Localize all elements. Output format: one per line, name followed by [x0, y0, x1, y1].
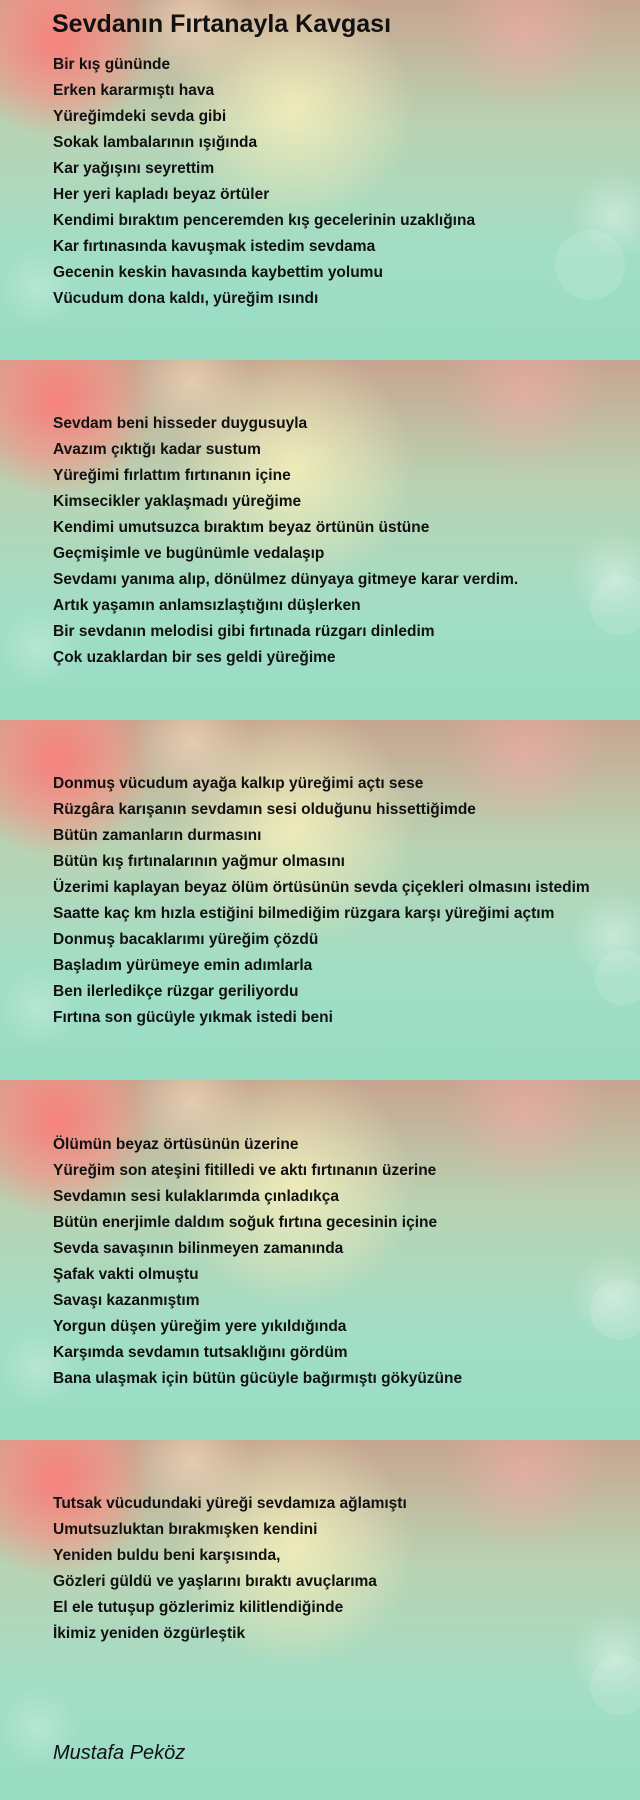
- poem-panel-4: [0, 1080, 640, 1440]
- poem-line: İkimiz yeniden özgürleştik: [53, 1625, 246, 1642]
- poem-line: Yorgun düşen yüreğim yere yıkıldığında: [53, 1318, 347, 1335]
- poem-line: Rüzgâra karışanın sevdamın sesi olduğunu hissettiğimde: [53, 801, 476, 818]
- poem-line: Kimsecikler yaklaşmadı yüreğime: [53, 493, 302, 510]
- poem-line: Savaşı kazanmıştım: [53, 1292, 200, 1309]
- poem-line: Fırtına son gücüyle yıkmak istedi beni: [53, 1009, 333, 1026]
- poem-line: Kar fırtınasında kavuşmak istedim sevdama: [53, 238, 376, 255]
- poem-line: Gözleri güldü ve yaşlarını bıraktı avuçlarıma: [53, 1573, 377, 1590]
- poem-panel-5: [0, 1440, 640, 1800]
- poem-line: Şafak vakti olmuştu: [53, 1266, 199, 1283]
- poem-line: Başladım yürümeye emin adımlarla: [53, 957, 313, 974]
- poem-panel-1: [0, 0, 640, 360]
- stanza-5: [53, 1491, 638, 1647]
- bokeh-decoration: [590, 1655, 640, 1715]
- poem-line: Bütün zamanların durmasını: [53, 827, 262, 844]
- poem-panel-2: [0, 360, 640, 720]
- stanza-2: [53, 411, 638, 671]
- poem-line: Donmuş bacaklarımı yüreğim çözdü: [53, 931, 319, 948]
- poem-line: Kendimi bıraktım penceremden kış gecelerinin uzaklığına: [53, 212, 476, 229]
- poem-line: Ben ilerledikçe rüzgar geriliyordu: [53, 983, 299, 1000]
- poem-line: Ölümün beyaz örtüsünün üzerine: [53, 1136, 299, 1153]
- stanza-1: [53, 52, 638, 312]
- poem-line: Tutsak vücudundaki yüreği sevdamıza ağlamıştı: [53, 1495, 407, 1512]
- poem-line: Bana ulaşmak için bütün gücüyle bağırmıştı gökyüzüne: [53, 1370, 463, 1387]
- poem-line: Her yeri kapladı beyaz örtüler: [53, 186, 270, 203]
- poem-line: Bütün enerjimle daldım soğuk fırtına gecesinin içine: [53, 1214, 438, 1231]
- poem-line: Bütün kış fırtınalarının yağmur olmasını: [53, 853, 345, 870]
- poem-line: Yüreğimi fırlattım fırtınanın içine: [53, 467, 291, 484]
- poem-title: Sevdanın Fırtanayla Kavgası: [52, 10, 392, 38]
- poem-line: Kar yağışını seyrettim: [53, 160, 215, 177]
- poem-line: Yüreğim son ateşini fitilledi ve aktı fırtınanın üzerine: [53, 1162, 437, 1179]
- poem-line: Geçmişimle ve bugünümle vedalaşıp: [53, 545, 325, 562]
- poem-line: Artık yaşamın anlamsızlaştığını düşlerken: [53, 597, 361, 614]
- poem-line: Sevda savaşının bilinmeyen zamanında: [53, 1240, 344, 1257]
- poem-line: Sevdamın sesi kulaklarımda çınladıkça: [53, 1188, 340, 1205]
- poem-line: Kendimi umutsuzca bıraktım beyaz örtünün üstüne: [53, 519, 430, 536]
- poem-line: Umutsuzluktan bırakmışken kendini: [53, 1521, 318, 1538]
- poem-line: Yeniden buldu beni karşısında,: [53, 1547, 281, 1564]
- poem-line: Gecenin keskin havasında kaybettim yolumu: [53, 264, 383, 281]
- poem-line: Sevdam beni hisseder duygusuyla: [53, 415, 308, 432]
- poem-line: Sokak lambalarının ışığında: [53, 134, 258, 151]
- poem-line: Çok uzaklardan bir ses geldi yüreğime: [53, 649, 336, 666]
- poem-line: Sevdamı yanıma alıp, dönülmez dünyaya gitmeye karar verdim.: [53, 571, 519, 588]
- poem-line: Bir sevdanın melodisi gibi fırtınada rüzgarı dinledim: [53, 623, 435, 640]
- author-name: Mustafa Peköz: [53, 1742, 186, 1764]
- poem-panel-3: [0, 720, 640, 1080]
- stanza-3: [53, 771, 638, 1031]
- poem-line: Üzerimi kaplayan beyaz ölüm örtüsünün sevda çiçekleri olmasını istedim: [53, 879, 590, 896]
- poem-line: El ele tutuşup gözlerimiz kilitlendiğinde: [53, 1599, 344, 1616]
- poem-line: Erken kararmıştı hava: [53, 82, 215, 99]
- poem-line: Vücudum dona kaldı, yüreğim ısındı: [53, 290, 319, 307]
- poem-line: Karşımda sevdamın tutsaklığını gördüm: [53, 1344, 348, 1361]
- poem-line: Donmuş vücudum ayağa kalkıp yüreğimi açtı sese: [53, 775, 424, 792]
- poem-line: Avazım çıktığı kadar sustum: [53, 441, 261, 458]
- poem-line: Saatte kaç km hızla estiğini bilmediğim rüzgara karşı yüreğimi açtım: [53, 905, 555, 922]
- poem-line: Yüreğimdeki sevda gibi: [53, 108, 227, 125]
- stanza-4: [53, 1132, 638, 1392]
- poem-line: Bir kış gününde: [53, 56, 171, 73]
